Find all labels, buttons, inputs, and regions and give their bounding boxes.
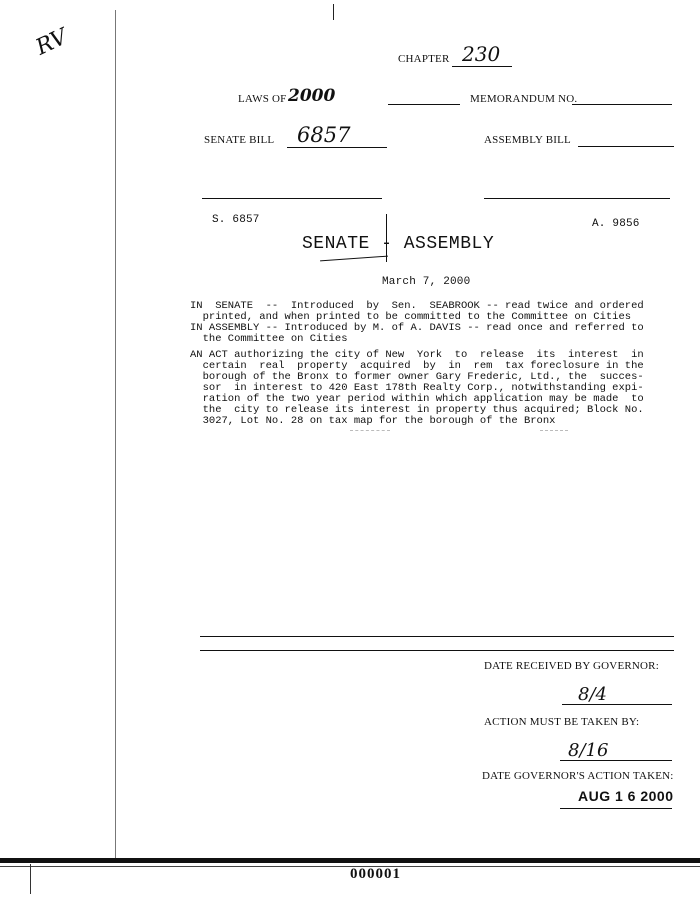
left-margin-line	[115, 10, 116, 860]
intro-line-1: IN SENATE -- Introduced by Sen. SEABROOK -- read twice and ordered	[190, 300, 644, 312]
assembly-bill-label: ASSEMBLY BILL	[484, 134, 571, 146]
intro-line-4: the Committee on Cities	[190, 333, 348, 345]
chapter-label: CHAPTER	[398, 53, 450, 65]
act-line-1: AN ACT authorizing the city of New York to release its interest in	[190, 349, 644, 361]
faint-mark-2	[540, 430, 568, 431]
laws-label: LAWS OF	[238, 93, 287, 105]
senate-bill-line	[287, 147, 387, 148]
assembly-bill-line	[578, 146, 674, 147]
laws-line-gap	[388, 104, 460, 105]
senate-bill-label: SENATE BILL	[204, 134, 275, 146]
bill-title: SENATE - ASSEMBLY	[302, 234, 495, 254]
laws-value: 2000	[288, 86, 336, 106]
intro-line-3: IN ASSEMBLY -- Introduced by M. of A. DAVIS -- read once and referred to	[190, 322, 644, 334]
top-tick	[333, 4, 334, 20]
title-underline-mark	[320, 256, 388, 262]
bill-date: March 7, 2000	[382, 276, 471, 288]
act-line-4: sor in interest to 420 East 178th Realty Corp., notwithstanding expi-	[190, 382, 644, 394]
bottom-bar	[0, 858, 700, 863]
action-taken-stamp: AUG 1 6 2000	[578, 788, 674, 804]
page-number: 000001	[350, 866, 401, 882]
act-line-6: the city to release its interest in property thus acquired; Block No.	[190, 404, 644, 416]
handwritten-initials: RV	[32, 24, 72, 61]
chapter-line	[452, 66, 512, 67]
action-must-line	[560, 760, 672, 761]
act-line-3: borough of the Bronx to former owner Gary Frederic, Ltd., the succes-	[190, 371, 644, 383]
act-line-2: certain real property acquired by in rem tax foreclosure in the	[190, 360, 644, 372]
senate-number: S. 6857	[212, 214, 260, 226]
intro-line-2: printed, and when printed to be committed to the Committee on Cities	[190, 311, 632, 323]
memorandum-label: MEMORANDUM NO.	[470, 93, 578, 105]
date-received-line	[562, 704, 672, 705]
act-line-5: ration of the two year period within which application may be made to	[190, 393, 644, 405]
date-received-label: DATE RECEIVED BY GOVERNOR:	[484, 660, 659, 672]
action-taken-line	[560, 808, 672, 809]
act-line-7: 3027, Lot No. 28 on tax map for the borough of the Bronx	[190, 415, 556, 427]
divider-line-2	[200, 650, 674, 651]
faint-mark-1	[350, 430, 390, 431]
divider-line-1	[200, 636, 674, 637]
action-must-label: ACTION MUST BE TAKEN BY:	[484, 716, 640, 728]
senate-bill-value: 6857	[297, 123, 351, 147]
signature-line-left	[202, 198, 382, 199]
chapter-value: 230	[462, 42, 501, 66]
memorandum-line	[572, 104, 672, 105]
assembly-number: A. 9856	[592, 218, 640, 230]
date-received-value: 8/4	[578, 684, 607, 705]
action-taken-label: DATE GOVERNOR'S ACTION TAKEN:	[482, 770, 674, 782]
signature-line-right	[484, 198, 670, 199]
bottom-left-corner	[30, 864, 31, 894]
action-must-value: 8/16	[568, 740, 609, 761]
